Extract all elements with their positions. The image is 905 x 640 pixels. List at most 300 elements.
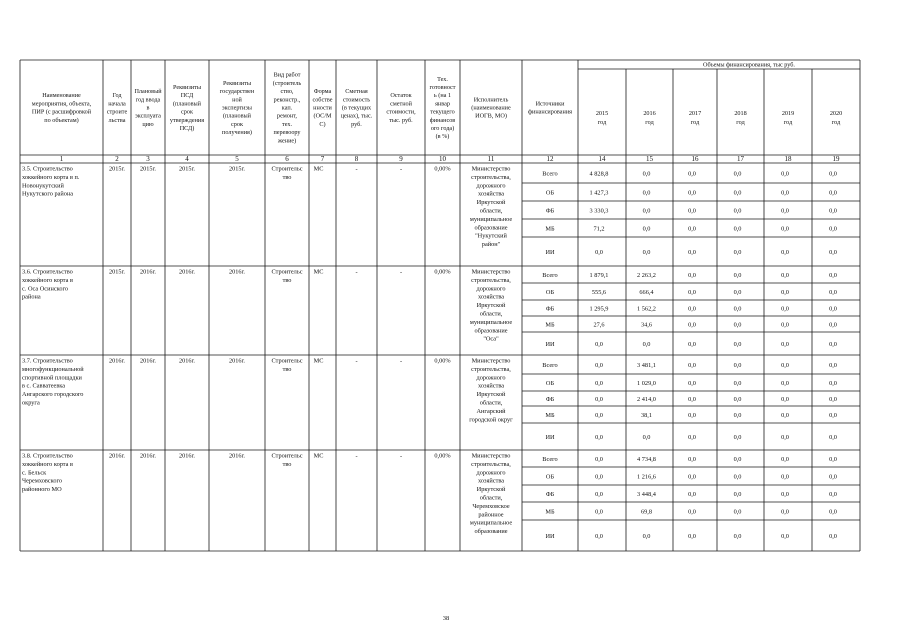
funding-value-2016: 38,1 [640, 411, 653, 419]
funding-value-2018: 0,0 [733, 490, 742, 498]
executor: строительства, [471, 173, 511, 181]
funding-value-2016: 0,0 [642, 170, 651, 178]
funding-value-2018: 0,0 [733, 473, 742, 481]
header-remaining-cost: Остаток [390, 92, 412, 100]
funding-value-2017: 0,0 [688, 490, 696, 498]
estimated-cost: - [355, 165, 358, 173]
executor: Иркутской [476, 391, 506, 399]
funding-value-2020: 0,0 [829, 288, 837, 296]
funding-value-2016: 0,0 [642, 433, 651, 441]
technical-readiness: 0,00% [434, 357, 451, 365]
funding-value-2016: 1 562,2 [637, 305, 656, 313]
header-remaining-cost: тыс. руб. [389, 116, 413, 124]
technical-readiness: 0,00% [434, 165, 451, 173]
funding-value-2015: 1 295,9 [589, 305, 609, 313]
executor: области, [479, 494, 503, 502]
funding-source: ОБ [545, 189, 555, 197]
funding-value-2015: 0,0 [595, 248, 603, 256]
funding-value-2017: 0,0 [688, 340, 696, 348]
remaining-cost: - [399, 452, 403, 460]
funding-value-2020: 0,0 [829, 508, 837, 516]
funding-value-2019: 0,0 [781, 207, 789, 215]
estimated-cost: - [355, 452, 358, 460]
funding-value-2016: 0,0 [642, 248, 651, 256]
year-start: 2016г. [108, 357, 126, 365]
technical-readiness: 0,00% [434, 452, 451, 460]
funding-value-2018: 0,0 [733, 508, 742, 516]
funding-value-2017: 0,0 [688, 508, 696, 516]
funding-value-2019: 0,0 [781, 189, 789, 197]
funding-value-2020: 0,0 [829, 490, 837, 498]
header-year-2019: 2019 [781, 110, 795, 117]
funding-value-2015: 71,2 [593, 225, 605, 233]
object-name: 3.7. Строительство [22, 357, 73, 365]
funding-value-2016: 1 029,0 [637, 379, 656, 387]
header-work-type: тех. [281, 120, 293, 128]
executor: Иркутской [476, 486, 506, 494]
header-remaining-cost: сметной [390, 100, 412, 108]
funding-source: ИИ [545, 340, 555, 348]
header-year-start: начала [108, 100, 126, 108]
work-type: тво [282, 173, 292, 181]
header-year-2015: 2015 [595, 110, 609, 117]
object-name: спортивной площадки [22, 374, 82, 382]
funding-value-2018: 0,0 [733, 207, 742, 215]
funding-value-2019: 0,0 [781, 379, 789, 387]
funding-value-2015: 0,0 [595, 473, 603, 481]
object-name: в с. Савватеевка [22, 382, 66, 390]
object-name: хоккейного корта в [22, 276, 73, 284]
funding-value-2018: 0,0 [733, 248, 742, 256]
funding-value-2016: 0,0 [642, 225, 651, 233]
funding-value-2016: 666,4 [639, 288, 654, 296]
header-funding-sources: Источники [535, 100, 565, 108]
object-name: округа [22, 399, 40, 407]
header-year-2020: 2020 [829, 110, 843, 117]
funding-value-2018: 0,0 [733, 305, 742, 313]
ownership-form: МС [313, 165, 324, 173]
funding-source: ФБ [545, 395, 555, 403]
header-object-name: мероприятия, объекта, [31, 100, 92, 108]
ownership-form: МС [313, 357, 324, 365]
funding-value-2016: 3 481,1 [637, 361, 656, 369]
funding-value-2020: 0,0 [829, 411, 837, 419]
table-header [32, 62, 842, 145]
header-work-type: перевоору [273, 129, 301, 137]
executor: образование [474, 224, 508, 232]
funding-value-2017: 0,0 [688, 473, 696, 481]
funding-value-2015: 0,0 [595, 433, 603, 441]
funding-value-2016: 0,0 [642, 340, 651, 348]
funding-value-2015: 0,0 [595, 411, 603, 419]
funding-value-2020: 0,0 [829, 321, 837, 329]
funding-value-2020: 0,0 [829, 225, 837, 233]
funding-value-2016: 0,0 [642, 189, 651, 197]
funding-value-2019: 0,0 [781, 288, 789, 296]
header-year-start: льства [108, 116, 126, 124]
header-technical-readiness: ь (на 1 [433, 92, 452, 100]
header-work-type: ство, [280, 88, 294, 96]
expertise-date: 2016г. [228, 268, 246, 276]
column-number-16: 16 [691, 155, 699, 164]
header-year-2016: 2016 [643, 110, 656, 117]
executor: Ангарский [476, 407, 506, 415]
funding-source: ОБ [545, 288, 555, 296]
column-number-18: 18 [784, 155, 792, 164]
funding-value-2020: 0,0 [829, 433, 837, 441]
header-object-name: Наименование [42, 92, 81, 100]
page-number: 38 [442, 615, 450, 622]
estimated-cost: - [355, 268, 358, 276]
header-expertise-details: (плановый [222, 112, 252, 120]
funding-value-2020: 0,0 [829, 340, 837, 348]
funding-value-2020: 0,0 [829, 189, 837, 197]
funding-value-2020: 0,0 [829, 395, 837, 403]
header-psd-details: ПСД [180, 92, 194, 100]
funding-value-2016: 0,0 [642, 207, 651, 215]
header-year-commission: год ввода [135, 96, 161, 104]
funding-value-2015: 0,0 [595, 379, 603, 387]
column-number-row [60, 155, 840, 163]
funding-source: Всего [542, 170, 558, 178]
ownership-form: МС [313, 452, 324, 460]
funding-value-2020: 0,0 [829, 170, 837, 178]
header-expertise-details: получения) [222, 129, 252, 137]
executor: дорожного [476, 374, 506, 382]
expertise-date: 2016г. [228, 357, 246, 365]
funding-value-2017: 0,0 [688, 170, 696, 178]
object-name: Новонукутский [22, 182, 64, 190]
remaining-cost: - [399, 165, 403, 173]
funding-value-2015: 0,0 [595, 361, 603, 369]
executor: области, [479, 207, 503, 215]
funding-value-2017: 0,0 [688, 189, 696, 197]
executor: "Нукутский [475, 232, 507, 240]
funding-value-2015: 0,0 [595, 455, 603, 463]
column-number-9: 9 [399, 155, 403, 164]
funding-value-2018: 0,0 [733, 455, 742, 463]
object-name: 3.6. Строительство [22, 268, 73, 276]
header-ownership-form: нности [313, 104, 332, 112]
header-funding-volumes: Объемы финансирования, тыс руб. [703, 61, 795, 69]
column-number-12: 12 [546, 155, 554, 164]
funding-value-2020: 0,0 [829, 473, 837, 481]
executor: Министерство [471, 452, 511, 460]
funding-value-2018: 0,0 [733, 379, 742, 387]
executor: хозяйства [477, 293, 505, 301]
funding-source: ОБ [545, 379, 555, 387]
funding-value-2017: 0,0 [688, 455, 696, 463]
header-psd-details: утверждения [169, 116, 205, 124]
object-name: хоккейного корта в [22, 460, 73, 468]
header-year-commission: эксплуата [135, 112, 161, 120]
funding-value-2017: 0,0 [688, 248, 696, 256]
funding-value-2017: 0,0 [688, 411, 696, 419]
executor: городской округ [469, 416, 513, 424]
funding-value-2015: 0,0 [595, 395, 603, 403]
funding-value-2016: 1 216,6 [637, 473, 656, 481]
funding-value-2019: 0,0 [781, 395, 789, 403]
header-estimated-cost: ценах), тыс. [340, 112, 373, 120]
executor: район" [481, 241, 501, 249]
header-work-type: Вид работ [273, 71, 301, 79]
object-name: многофункциональной [22, 365, 84, 373]
funding-value-2018: 0,0 [733, 411, 742, 419]
psd-date: 2016г. [178, 452, 196, 460]
funding-value-2020: 0,0 [829, 207, 837, 215]
object-name: 3.8. Строительство [22, 452, 73, 460]
header-estimated-cost: руб. [351, 120, 362, 128]
column-number-8: 8 [354, 155, 359, 164]
funding-value-2018: 0,0 [733, 288, 742, 296]
funding-source: Всего [542, 361, 558, 369]
header-technical-readiness: финансов [429, 116, 456, 124]
work-type: Строительс [271, 165, 303, 173]
funding-source: ОБ [545, 473, 555, 481]
funding-value-2019: 0,0 [781, 532, 789, 540]
funding-value-2019: 0,0 [781, 170, 789, 178]
funding-value-2019: 0,0 [781, 225, 789, 233]
year-start: 2015г. [108, 165, 126, 173]
header-estimated-cost: (в текущих [341, 104, 372, 112]
executor: дорожного [476, 285, 506, 293]
header-technical-readiness: текущего [430, 108, 455, 116]
column-number-10: 10 [439, 155, 446, 164]
funding-value-2016: 34,6 [640, 321, 653, 329]
funding-value-2019: 0,0 [781, 321, 789, 329]
estimated-cost: - [355, 357, 358, 365]
executor: Министерство [471, 268, 511, 276]
header-expertise-details: экспертизы [222, 104, 252, 112]
funding-value-2019: 0,0 [781, 411, 789, 419]
header-executor: ИОГВ, МО) [475, 112, 507, 120]
funding-source: МБ [545, 508, 555, 516]
header-expertise-details: Реквизиты [223, 79, 251, 87]
table-body [22, 166, 837, 540]
header-technical-readiness: Тех. [437, 75, 448, 83]
psd-date: 2016г. [178, 268, 196, 276]
executor: хозяйства [477, 382, 505, 390]
header-year-unit: год [783, 119, 793, 126]
funding-value-2018: 0,0 [733, 170, 742, 178]
funding-value-2019: 0,0 [781, 271, 789, 279]
header-year-unit: год [597, 119, 607, 126]
column-number-4: 4 [185, 155, 189, 164]
executor: "Оса" [483, 335, 499, 343]
header-year-commission: Плановый [134, 88, 162, 96]
executor: муниципальное [469, 318, 513, 326]
work-type: тво [282, 365, 292, 373]
funding-value-2016: 2 263,2 [637, 271, 656, 279]
funding-value-2015: 4 828,8 [589, 170, 609, 178]
funding-value-2019: 0,0 [781, 361, 789, 369]
year-commission: 2016г. [139, 357, 157, 365]
expertise-date: 2015г. [228, 165, 246, 173]
executor: дорожного [476, 182, 506, 190]
header-work-type: кап. [281, 104, 293, 112]
funding-value-2017: 0,0 [688, 379, 696, 387]
funding-source: МБ [545, 321, 555, 329]
funding-value-2017: 0,0 [688, 305, 696, 313]
year-start: 2016г. [108, 452, 126, 460]
header-executor: Исполнитель [473, 96, 509, 104]
executor: строительства, [471, 365, 511, 373]
object-name: с. Оса Осинского [22, 285, 69, 293]
funding-value-2018: 0,0 [733, 395, 742, 403]
header-expertise-details: государствен [219, 88, 255, 96]
funding-source: ИИ [545, 532, 555, 540]
funding-value-2015: 27,6 [593, 321, 605, 329]
column-number-1: 1 [59, 155, 64, 164]
executor: Черемховское [472, 502, 510, 510]
header-year-commission: в [146, 104, 150, 112]
funding-value-2019: 0,0 [781, 248, 789, 256]
funding-source: ИИ [545, 248, 555, 256]
funding-value-2017: 0,0 [688, 225, 696, 233]
column-number-6: 6 [285, 155, 289, 164]
header-ownership-form: Форма [313, 88, 332, 96]
funding-value-2019: 0,0 [781, 340, 789, 348]
funding-value-2019: 0,0 [781, 455, 789, 463]
funding-value-2020: 0,0 [829, 248, 837, 256]
funding-value-2019: 0,0 [781, 490, 789, 498]
funding-source: ФБ [545, 207, 555, 215]
executor: области, [479, 399, 503, 407]
year-commission: 2015г. [139, 165, 157, 173]
funding-value-2020: 0,0 [829, 271, 837, 279]
header-expertise-details: ной [232, 96, 242, 104]
header-psd-details: (плановый [172, 100, 202, 108]
funding-value-2017: 0,0 [688, 288, 696, 296]
executor: образование [474, 528, 508, 536]
work-type: Строительс [271, 452, 303, 460]
year-start: 2015г. [108, 268, 126, 276]
executor: Иркутской [476, 199, 506, 207]
header-psd-details: ПСД) [179, 125, 195, 132]
header-work-type: реконстр., [273, 96, 301, 104]
funding-source: Всего [542, 271, 558, 279]
header-remaining-cost: стоимости, [386, 108, 416, 116]
work-type: Строительс [271, 268, 303, 276]
object-name: хоккейного корта в п. [22, 173, 80, 181]
remaining-cost: - [399, 357, 403, 365]
funding-value-2018: 0,0 [733, 433, 742, 441]
object-name: Черемховского [22, 477, 63, 485]
column-number-5: 5 [235, 155, 239, 164]
object-name: с. Бельск [22, 469, 47, 477]
funding-value-2015: 0,0 [595, 532, 603, 540]
header-estimated-cost: стоимость [342, 96, 371, 104]
header-technical-readiness: январ [435, 100, 450, 108]
year-commission: 2016г. [139, 452, 157, 460]
object-name: района [22, 293, 41, 301]
technical-readiness: 0,00% [434, 268, 451, 276]
funding-value-2015: 1 427,3 [589, 189, 609, 197]
funding-value-2017: 0,0 [688, 395, 696, 403]
header-psd-details: срок [181, 108, 193, 116]
funding-value-2015: 1 879,1 [589, 271, 609, 279]
executor: хозяйства [477, 477, 505, 485]
funding-value-2018: 0,0 [733, 340, 742, 348]
column-number-19: 19 [832, 155, 840, 164]
ownership-form: МС [313, 268, 324, 276]
funding-value-2019: 0,0 [781, 508, 789, 516]
funding-value-2020: 0,0 [829, 455, 837, 463]
funding-value-2015: 555,6 [591, 288, 607, 296]
funding-value-2018: 0,0 [733, 532, 742, 540]
funding-value-2015: 0,0 [595, 340, 603, 348]
expertise-date: 2016г. [228, 452, 246, 460]
column-number-2: 2 [115, 155, 119, 164]
year-commission: 2016г. [139, 268, 157, 276]
funding-value-2017: 0,0 [688, 361, 696, 369]
funding-value-2020: 0,0 [829, 305, 837, 313]
executor: дорожного [476, 469, 506, 477]
funding-source: ФБ [545, 490, 555, 498]
work-type: тво [282, 276, 292, 284]
header-executor: (наименование [471, 104, 511, 112]
executor: муниципальное [469, 519, 513, 527]
executor: Иркутской [476, 302, 506, 310]
funding-value-2016: 3 448,4 [637, 490, 656, 498]
header-work-type: жение) [277, 137, 297, 145]
object-name: районного МО [22, 486, 62, 494]
remaining-cost: - [399, 268, 403, 276]
funding-value-2017: 0,0 [688, 271, 696, 279]
executor: области, [479, 310, 503, 318]
header-object-name: по объектам) [44, 116, 79, 124]
header-year-unit: год [736, 119, 745, 126]
funding-source: ФБ [545, 305, 555, 313]
header-ownership-form: (ОС/М [313, 112, 332, 120]
column-number-14: 14 [598, 155, 606, 164]
column-number-3: 3 [146, 155, 150, 164]
funding-value-2020: 0,0 [829, 361, 837, 369]
header-estimated-cost: Сметная [345, 88, 368, 96]
executor: образование [474, 327, 508, 335]
header-work-type: ремонт, [277, 112, 297, 120]
funding-value-2019: 0,0 [781, 473, 789, 481]
executor: муниципальное [469, 215, 513, 223]
funding-value-2017: 0,0 [688, 321, 696, 329]
header-funding-sources: финансирования [528, 108, 572, 116]
funding-value-2015: 0,0 [595, 508, 603, 516]
header-object-name: ПИР (с расшифровкой [31, 108, 92, 116]
funding-value-2016: 0,0 [642, 532, 651, 540]
funding-value-2018: 0,0 [733, 189, 742, 197]
funding-value-2018: 0,0 [733, 271, 742, 279]
column-number-15: 15 [646, 155, 653, 164]
executor: строительства, [471, 276, 511, 284]
funding-value-2017: 0,0 [688, 532, 696, 540]
funding-source: МБ [545, 225, 555, 233]
psd-date: 2015г. [178, 165, 196, 173]
header-year-start: строите [106, 108, 128, 116]
funding-value-2018: 0,0 [733, 361, 742, 369]
header-ownership-form: С) [319, 120, 326, 128]
header-year-2018: 2018 [734, 110, 747, 117]
funding-value-2020: 0,0 [829, 379, 837, 387]
funding-value-2015: 3 330,3 [589, 207, 609, 215]
executor: Министерство [471, 357, 511, 365]
column-number-7: 7 [320, 155, 325, 164]
column-number-17: 17 [737, 155, 744, 164]
header-psd-details: Реквизиты [173, 84, 201, 91]
header-work-type: (строитель [272, 79, 302, 87]
header-year-2017: 2017 [688, 110, 702, 117]
object-name: Нукутского района [22, 190, 74, 198]
object-name: Ангарского городского [22, 391, 84, 399]
